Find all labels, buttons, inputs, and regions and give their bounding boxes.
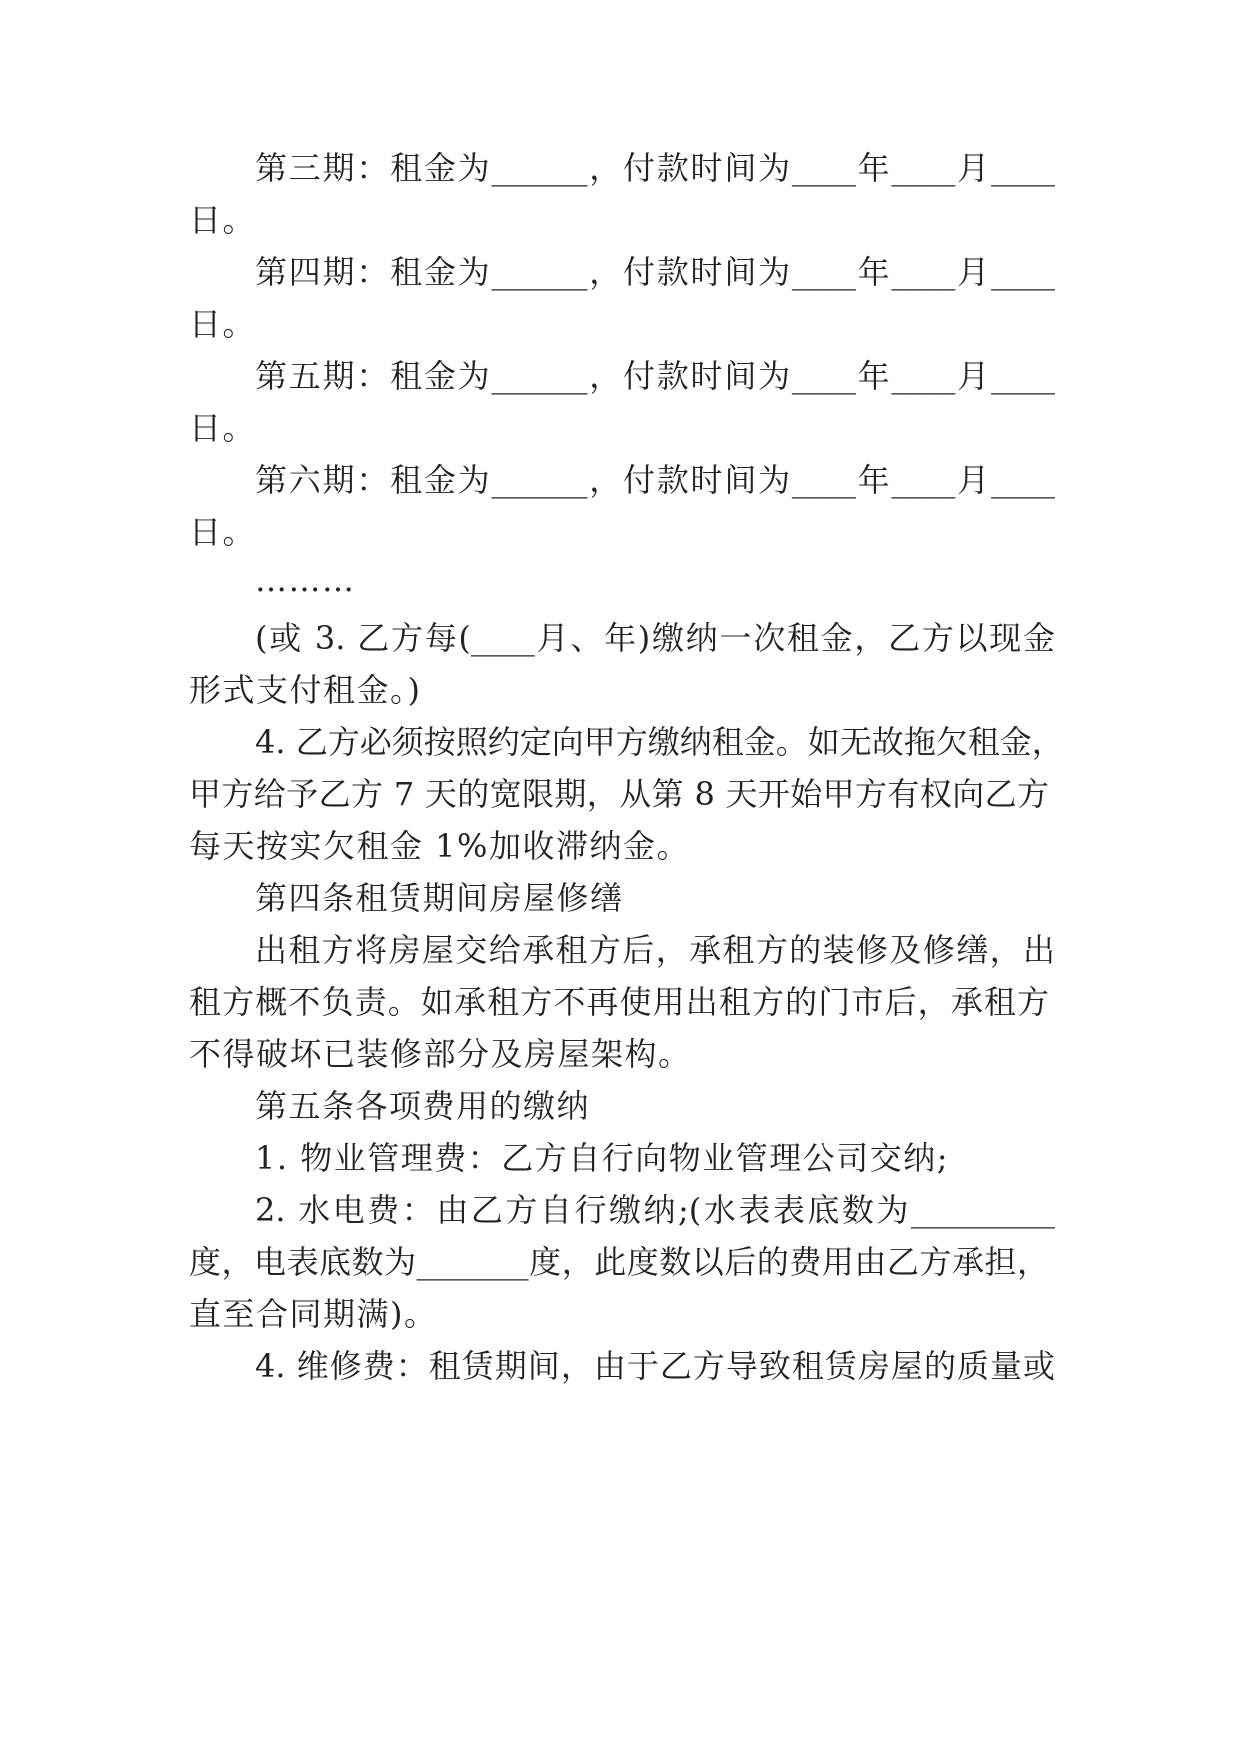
ellipsis-line: ……… bbox=[255, 561, 356, 599]
section-5-heading: 第五条各项费用的缴纳 bbox=[255, 1087, 591, 1125]
utilities-line-2: 度，电表底数为_______度，此度数以后的费用由乙方承担， bbox=[189, 1243, 1049, 1281]
clause-4-line-1: 4. 乙方必须按照约定向甲方缴纳租金。如无故拖欠租金， bbox=[255, 723, 1064, 761]
property-fee-line: 1. 物业管理费：乙方自行向物业管理公司交纳; bbox=[255, 1139, 949, 1177]
repair-line-1: 出租方将房屋交给承租方后，承租方的装修及修缮，出 bbox=[255, 931, 1055, 969]
repair-line-3: 不得破坏已装修部分及房屋架构。 bbox=[189, 1035, 692, 1073]
rent-period-6-continuation: 日。 bbox=[189, 513, 257, 551]
rent-period-5-line: 第五期：租金为______，付款时间为____年____月____ bbox=[255, 357, 1055, 395]
alternative-payment-continuation: 形式支付租金。) bbox=[189, 671, 422, 709]
clause-4-line-2: 甲方给予乙方 7 天的宽限期，从第 8 天开始甲方有权向乙方 bbox=[189, 775, 1049, 813]
rent-period-3-continuation: 日。 bbox=[189, 201, 257, 239]
rent-period-4-line: 第四期：租金为______，付款时间为____年____月____ bbox=[255, 253, 1055, 291]
section-4-heading: 第四条租赁期间房屋修缮 bbox=[255, 879, 624, 917]
maintenance-fee-line: 4. 维修费：租赁期间，由于乙方导致租赁房屋的质量或 bbox=[255, 1347, 1055, 1385]
rent-period-5-continuation: 日。 bbox=[189, 409, 257, 447]
rent-period-4-continuation: 日。 bbox=[189, 305, 257, 343]
utilities-line-3: 直至合同期满)。 bbox=[189, 1295, 438, 1333]
alternative-payment-line: (或 3. 乙方每(____月、年)缴纳一次租金，乙方以现金 bbox=[255, 619, 1055, 657]
repair-line-2: 租方概不负责。如承租方不再使用出租方的门市后，承租方 bbox=[189, 983, 1049, 1021]
clause-4-line-3: 每天按实欠租金 1%加收滞纳金。 bbox=[189, 827, 690, 865]
utilities-line-1: 2. 水电费：由乙方自行缴纳;(水表表底数为_________ bbox=[255, 1191, 1055, 1229]
rent-period-6-line: 第六期：租金为______，付款时间为____年____月____ bbox=[255, 461, 1055, 499]
rent-period-3-line: 第三期：租金为______，付款时间为____年____月____ bbox=[255, 149, 1055, 187]
